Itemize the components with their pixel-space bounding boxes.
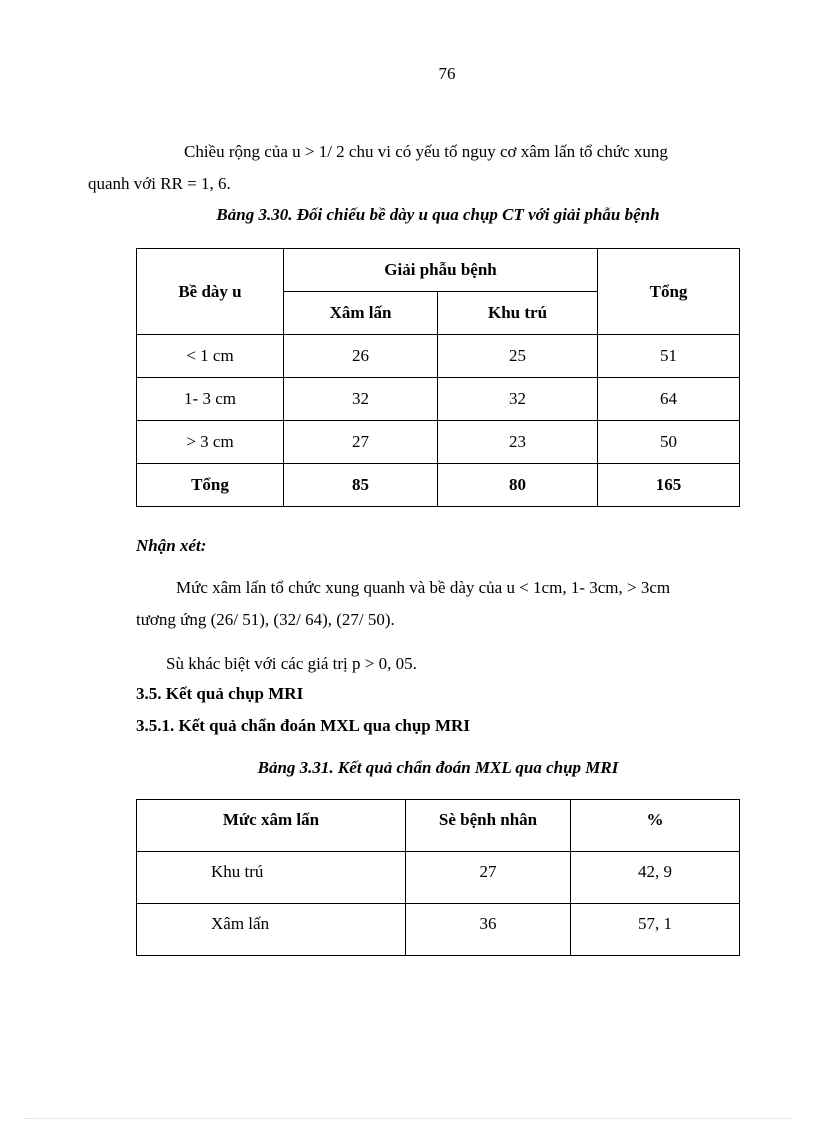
cell-level: Xâm lấn [137,904,406,956]
table-row-total [137,464,740,507]
table1-caption: Bảng 3.30. Đối chiếu bề dày u qua chụp CT với giải phẫu bệnh [216,205,660,224]
header-total: Tổng [598,249,740,335]
header-percent: % [571,800,740,852]
remarks-line-1: Mức xâm lấn tổ chức xung quanh và bề dày của u < 1cm, 1- 3cm, > 3cm [176,578,671,597]
header-invasive: Xâm lấn [284,292,438,335]
cell-localized: 25 [438,335,598,378]
row-label: < 1 cm [137,335,284,378]
subsection-heading: 3.5.1. Kết quả chẩn đoán MXL qua chụp MRI [136,716,470,735]
table-row [137,421,740,464]
section-heading: 3.5. Kết quả chụp MRI [136,684,304,703]
header-invasion-level: Mức xâm lấn [137,800,406,852]
intro-line-1: Chiều rộng của u > 1/ 2 chu vi có yếu tố nguy cơ xâm lấn tổ chức xung [184,142,668,161]
row-label: 1- 3 cm [137,378,284,421]
remarks-paragraph [136,572,740,636]
ct-thickness-table [136,248,740,507]
cell-invasive: 26 [284,335,438,378]
remarks-title: Nhận xét: [136,536,207,555]
remarks-line-2: tương ứng (26/ 51), (32/ 64), (27/ 50). [136,610,395,629]
page-number: 76 [438,64,456,83]
table2-caption: Bảng 3.31. Kết quả chẩn đoán MXL qua chụp MRI [257,758,619,777]
table-row [137,904,740,956]
cell-count: 36 [406,904,571,956]
row-label: > 3 cm [137,421,284,464]
intro-line-2: quanh với RR = 1, 6. [88,174,231,193]
header-pathology: Giải phẫu bệnh [284,249,598,292]
cell-total: 165 [598,464,740,507]
cell-percent: 42, 9 [571,852,740,904]
cell-localized: 23 [438,421,598,464]
table-row [137,378,740,421]
table-row [137,852,740,904]
table-row [137,335,740,378]
cell-total: 64 [598,378,740,421]
cell-invasive: 27 [284,421,438,464]
intro-paragraph [88,136,740,200]
cell-invasive: 85 [284,464,438,507]
header-thickness: Bề dày u [137,249,284,335]
cell-total: 50 [598,421,740,464]
header-localized: Khu trú [438,292,598,335]
row-label: Tổng [137,464,284,507]
header-patient-count: Sè bệnh nhân [406,800,571,852]
cell-count: 27 [406,852,571,904]
cell-invasive: 32 [284,378,438,421]
page-bottom-divider [24,1118,792,1119]
cell-percent: 57, 1 [571,904,740,956]
cell-total: 51 [598,335,740,378]
cell-localized: 80 [438,464,598,507]
mri-result-table [136,799,740,956]
cell-localized: 32 [438,378,598,421]
cell-level: Khu trú [137,852,406,904]
remarks-line-3: Sù khác biệt với các giá trị p > 0, 05. [166,654,417,673]
